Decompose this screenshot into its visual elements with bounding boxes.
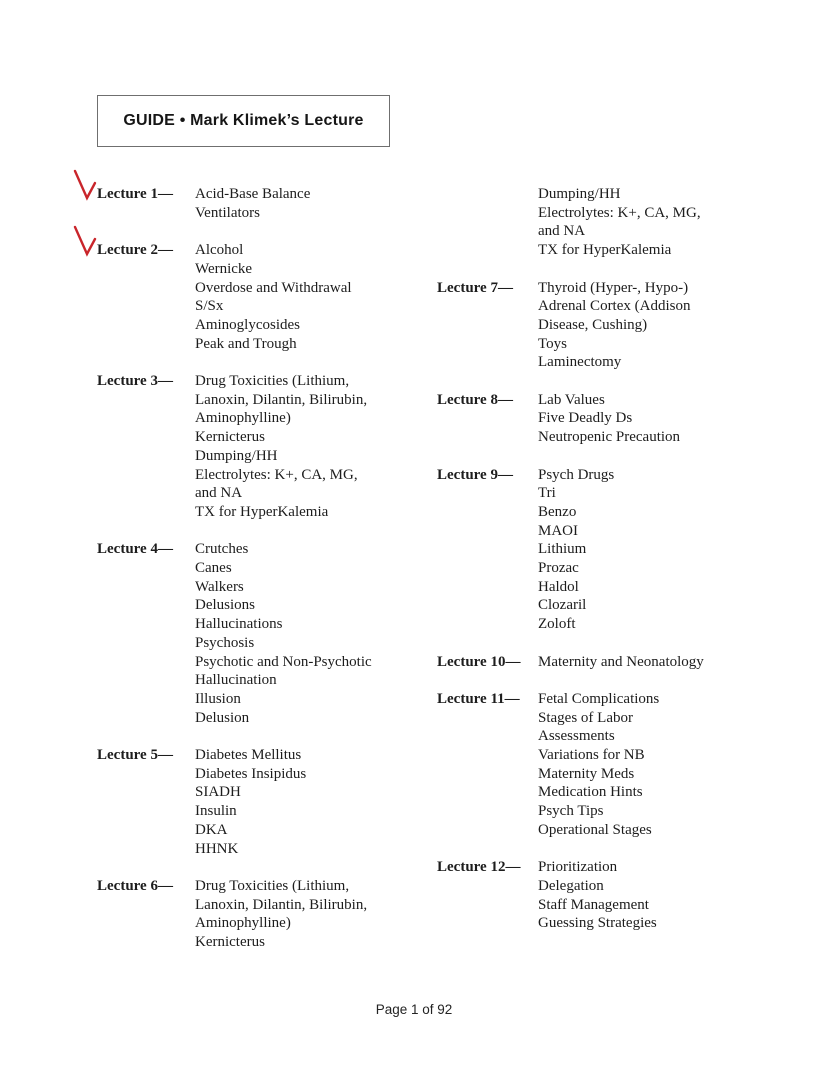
lecture-topic: Psychotic and Non-Psychotic bbox=[195, 653, 372, 670]
lecture-topic: Staff Management bbox=[538, 896, 649, 913]
lecture-topic: Tri bbox=[538, 485, 556, 502]
lecture-topic: Electrolytes: K+, CA, MG, bbox=[538, 204, 701, 221]
lecture-topic: Lithium bbox=[538, 541, 587, 558]
lecture-entry bbox=[97, 540, 429, 727]
lecture-topic: Wernicke bbox=[195, 260, 253, 277]
checkmark-icon bbox=[73, 225, 99, 258]
lecture-topic: Hallucination bbox=[195, 672, 277, 689]
lecture-topics bbox=[195, 241, 429, 353]
lecture-topic: Aminophylline) bbox=[195, 915, 291, 932]
lecture-label: Lecture 8— bbox=[437, 391, 513, 408]
lecture-topic: Assessments bbox=[538, 728, 615, 745]
lecture-topic: Delegation bbox=[538, 877, 604, 894]
lecture-topic: Benzo bbox=[538, 503, 577, 520]
lecture-topic: and NA bbox=[538, 223, 586, 240]
lecture-topic: Dumping/HH bbox=[195, 447, 278, 464]
lecture-topic: Psychosis bbox=[195, 634, 255, 651]
lecture-entry bbox=[437, 690, 789, 840]
lecture-topic: Variations for NB bbox=[538, 747, 645, 764]
lecture-topic: Overdose and Withdrawal bbox=[195, 279, 352, 296]
lecture-topics bbox=[538, 466, 789, 634]
lecture-topic: Psych Drugs bbox=[538, 466, 615, 483]
lecture-topics bbox=[538, 690, 789, 840]
lecture-topic: SIADH bbox=[195, 784, 241, 801]
lecture-topic: and NA bbox=[195, 485, 243, 502]
lecture-topic: Disease, Cushing) bbox=[538, 316, 648, 333]
lecture-topic: Maternity and Neonatology bbox=[538, 653, 704, 670]
lecture-topic: Diabetes Mellitus bbox=[195, 747, 302, 764]
lecture-label: Lecture 9— bbox=[437, 466, 513, 483]
lecture-topics bbox=[538, 391, 789, 447]
lecture-topic: Diabetes Insipidus bbox=[195, 765, 307, 782]
lecture-topic: Dumping/HH bbox=[538, 186, 621, 202]
lecture-topic: Peak and Trough bbox=[195, 335, 297, 352]
lecture-topics bbox=[195, 372, 429, 522]
lecture-topic: Illusion bbox=[195, 690, 241, 707]
lecture-topic: Alcohol bbox=[195, 242, 244, 259]
lecture-entry bbox=[437, 185, 789, 260]
lecture-entry bbox=[437, 466, 789, 634]
lecture-topics bbox=[195, 746, 429, 858]
lecture-topic: Aminoglycosides bbox=[195, 316, 300, 333]
lecture-topic: Toys bbox=[538, 335, 567, 352]
lecture-topics bbox=[195, 185, 429, 222]
lecture-topic: Neutropenic Precaution bbox=[538, 429, 681, 446]
guide-title-box bbox=[97, 95, 390, 147]
lecture-label: Lecture 7— bbox=[437, 279, 513, 296]
lecture-topic: Electrolytes: K+, CA, MG, bbox=[195, 466, 358, 483]
lecture-topic: Delusion bbox=[195, 709, 250, 726]
lecture-topic: Hallucinations bbox=[195, 616, 283, 633]
lecture-topic: TX for HyperKalemia bbox=[195, 503, 329, 520]
lecture-topic: Aminophylline) bbox=[195, 410, 291, 427]
lecture-topic: Canes bbox=[195, 560, 232, 577]
lecture-topics bbox=[538, 653, 789, 672]
lecture-topic: Clozaril bbox=[538, 597, 587, 614]
lecture-topic: Haldol bbox=[538, 578, 579, 595]
lecture-label bbox=[437, 185, 538, 260]
lecture-topic: Medication Hints bbox=[538, 784, 643, 801]
lecture-topic: Lanoxin, Dilantin, Bilirubin, bbox=[195, 391, 368, 408]
lecture-topic: Five Deadly Ds bbox=[538, 410, 633, 427]
lecture-topic: Stages of Labor bbox=[538, 709, 633, 726]
lecture-label: Lecture 12— bbox=[437, 859, 521, 876]
lecture-topic: Insulin bbox=[195, 803, 237, 820]
toc-column-left bbox=[97, 185, 429, 970]
lecture-topic: Psych Tips bbox=[538, 803, 604, 820]
lecture-label: Lecture 2— bbox=[97, 241, 195, 353]
lecture-topic: TX for HyperKalemia bbox=[538, 242, 672, 259]
lecture-topic: Prozac bbox=[538, 560, 579, 577]
lecture-topic: Delusions bbox=[195, 597, 255, 614]
lecture-entry bbox=[97, 185, 429, 222]
lecture-topic: Prioritization bbox=[538, 859, 618, 876]
lecture-topic: Crutches bbox=[195, 541, 249, 558]
lecture-topic: Acid-Base Balance bbox=[195, 186, 311, 202]
lecture-entry bbox=[97, 746, 429, 858]
lecture-topic: Operational Stages bbox=[538, 821, 652, 838]
lecture-topic: Walkers bbox=[195, 578, 244, 595]
lecture-label: Lecture 11— bbox=[437, 690, 520, 707]
lecture-topic: Ventilators bbox=[195, 204, 260, 221]
lecture-topic: Zoloft bbox=[538, 616, 576, 633]
lecture-topics bbox=[195, 540, 429, 727]
lecture-topics bbox=[538, 185, 789, 260]
lecture-entry bbox=[97, 877, 429, 952]
lecture-label: Lecture 10— bbox=[437, 653, 521, 670]
lecture-topic: Maternity Meds bbox=[538, 765, 635, 782]
lecture-topics bbox=[195, 877, 429, 952]
lecture-topic: Lab Values bbox=[538, 391, 605, 408]
lecture-topic: DKA bbox=[195, 821, 228, 838]
lecture-topic: Laminectomy bbox=[538, 354, 622, 371]
lecture-label: Lecture 5— bbox=[97, 747, 173, 764]
lecture-entry bbox=[437, 858, 789, 933]
page-title: GUIDE • Mark Klimek’s Lecture bbox=[123, 112, 364, 129]
lecture-label: Lecture 3— bbox=[97, 373, 173, 389]
lecture-topic: Guessing Strategies bbox=[538, 915, 657, 932]
lecture-topic: Adrenal Cortex (Addison bbox=[538, 298, 691, 315]
lecture-topic: Thyroid (Hyper-, Hypo-) bbox=[538, 279, 689, 296]
lecture-topic: Lanoxin, Dilantin, Bilirubin, bbox=[195, 896, 368, 913]
lecture-entry bbox=[437, 391, 789, 447]
checkmark-icon bbox=[73, 169, 99, 202]
lecture-label: Lecture 6— bbox=[97, 877, 173, 894]
lecture-topics bbox=[538, 858, 789, 933]
lecture-entry bbox=[437, 653, 789, 672]
lecture-entry bbox=[97, 241, 429, 353]
lecture-label: Lecture 1— bbox=[97, 185, 195, 222]
lecture-topic: MAOI bbox=[538, 522, 578, 539]
lecture-label: Lecture 4— bbox=[97, 541, 173, 558]
lecture-topic: S/Sx bbox=[195, 298, 224, 315]
lecture-topics bbox=[538, 279, 789, 373]
lecture-topic: Drug Toxicities (Lithium, bbox=[195, 373, 350, 389]
lecture-topic: Kernicterus bbox=[195, 934, 265, 951]
lecture-topic: Kernicterus bbox=[195, 429, 265, 446]
toc-column-right bbox=[437, 185, 789, 952]
page-number: Page 1 of 92 bbox=[375, 1002, 453, 1017]
lecture-entry bbox=[437, 279, 789, 373]
lecture-topic: Drug Toxicities (Lithium, bbox=[195, 877, 350, 894]
lecture-topic: Fetal Complications bbox=[538, 690, 660, 707]
lecture-topic: HHNK bbox=[195, 840, 239, 857]
lecture-entry bbox=[97, 372, 429, 522]
